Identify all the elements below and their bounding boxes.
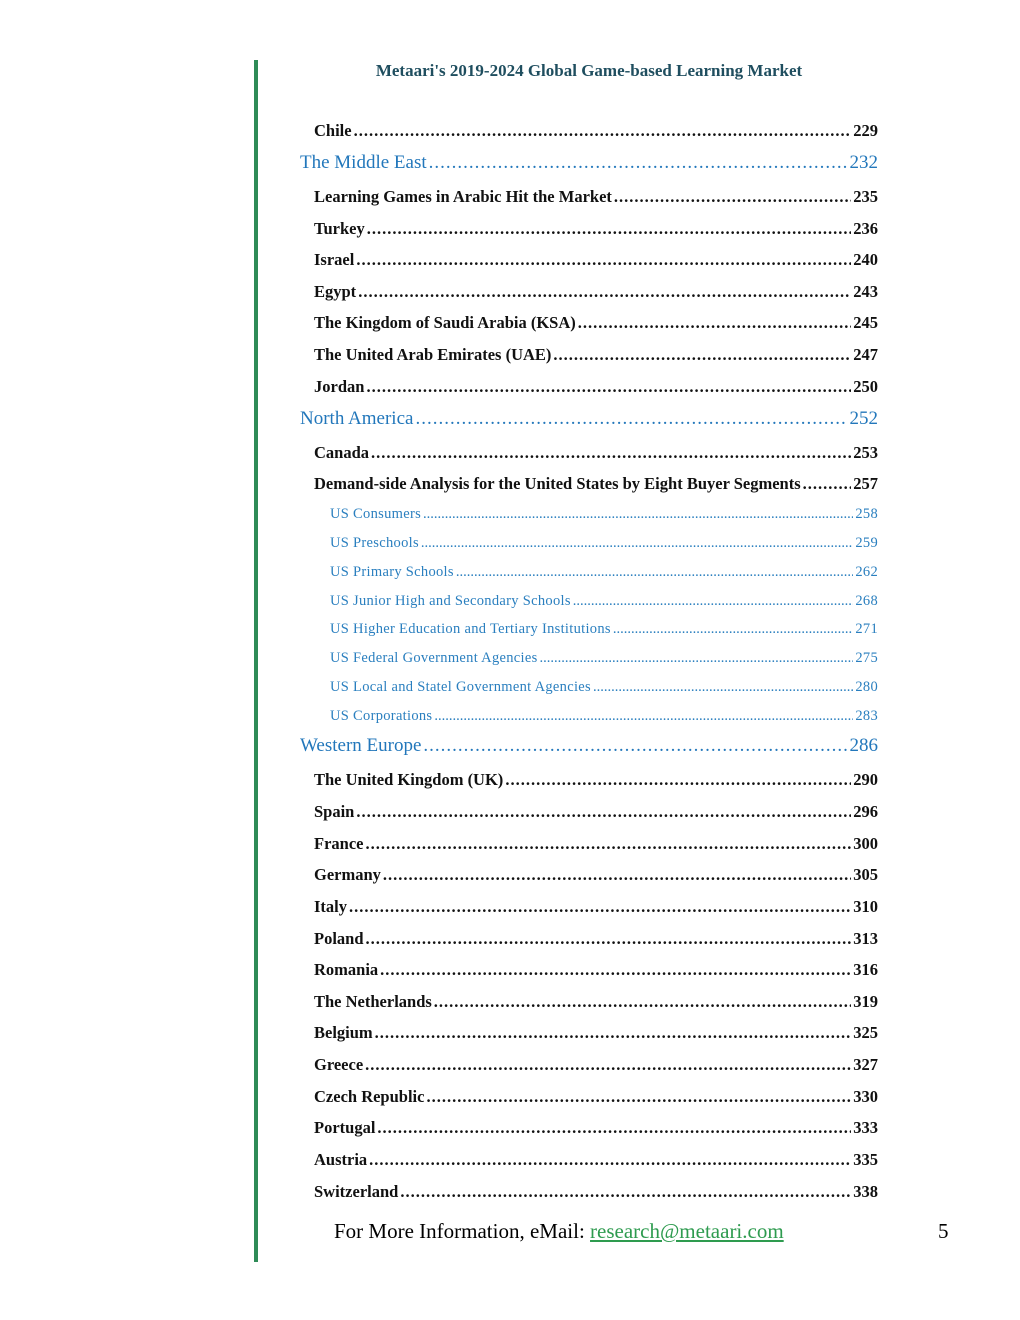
toc-entry-us-preschools[interactable]: US Preschools ..... 259 [330, 535, 878, 555]
toc-entry-western-europe[interactable]: Western Europe ..... 286 [300, 735, 878, 761]
margin-rule [254, 60, 258, 1262]
toc-entry-us-local-state-government[interactable]: US Local and Statel Government Agencies ..... 280 [330, 679, 878, 699]
toc-entry-chile[interactable]: Chile ..... 229 [314, 121, 878, 145]
toc-entry-us-higher-education[interactable]: US Higher Education and Tertiary Institutions ..... 271 [330, 621, 878, 641]
toc-entry-portugal[interactable]: Portugal ..... 333 [314, 1118, 878, 1142]
toc-entry-learning-games-arabic[interactable]: Learning Games in Arabic Hit the Market ..... 235 [314, 187, 878, 211]
toc-entry-israel[interactable]: Israel ..... 240 [314, 250, 878, 274]
toc-entry-austria[interactable]: Austria ..... 335 [314, 1150, 878, 1174]
toc-entry-germany[interactable]: Germany ..... 305 [314, 865, 878, 889]
toc-entry-egypt[interactable]: Egypt ..... 243 [314, 282, 878, 306]
toc-entry-united-kingdom[interactable]: The United Kingdom (UK) ..... 290 [314, 770, 878, 794]
toc-entry-czech-republic[interactable]: Czech Republic ..... 330 [314, 1087, 878, 1111]
page-number: 5 [938, 1219, 949, 1243]
toc-entry-us-corporations[interactable]: US Corporations ..... 283 [330, 708, 878, 728]
toc-entry-us-primary-schools[interactable]: US Primary Schools ..... 262 [330, 564, 878, 584]
toc-entry-north-america[interactable]: North America ..... 252 [300, 408, 878, 434]
toc-entry-us-federal-government[interactable]: US Federal Government Agencies ..... 275 [330, 650, 878, 670]
toc-entry-the-netherlands[interactable]: The Netherlands ..... 319 [314, 992, 878, 1016]
toc-entry-us-junior-high-secondary[interactable]: US Junior High and Secondary Schools ..... 268 [330, 593, 878, 613]
toc-entry-turkey[interactable]: Turkey ..... 236 [314, 219, 878, 243]
toc-entry-poland[interactable]: Poland ..... 313 [314, 929, 878, 953]
toc-entry-switzerland[interactable]: Switzerland ..... 338 [314, 1182, 878, 1206]
toc-entry-demand-side-analysis-us[interactable]: Demand-side Analysis for the United States by Eight Buyer Segments ..... 257 [314, 474, 878, 498]
running-header: Metaari's 2019-2024 Global Game-based Learning Market [375, 61, 803, 80]
toc-entry-saudi-arabia[interactable]: The Kingdom of Saudi Arabia (KSA) ..... 245 [314, 313, 878, 337]
footer-contact [334, 1219, 784, 1244]
toc-entry-spain[interactable]: Spain ..... 296 [314, 802, 878, 826]
footer-text: For More Information, eMail: [334, 1219, 591, 1243]
toc-entry-italy[interactable]: Italy ..... 310 [314, 897, 878, 921]
toc-entry-romania[interactable]: Romania ..... 316 [314, 960, 878, 984]
toc-entry-uae[interactable]: The United Arab Emirates (UAE) ..... 247 [314, 345, 878, 369]
toc-entry-france[interactable]: France ..... 300 [314, 834, 878, 858]
toc-entry-canada[interactable]: Canada ..... 253 [314, 443, 878, 467]
toc-entry-belgium[interactable]: Belgium ..... 325 [314, 1023, 878, 1047]
toc-entry-the-middle-east[interactable]: The Middle East ..... 232 [300, 152, 878, 178]
toc-entry-jordan[interactable]: Jordan ..... 250 [314, 377, 878, 401]
toc-entry-us-consumers[interactable]: US Consumers ..... 258 [330, 506, 878, 526]
toc-entry-greece[interactable]: Greece ..... 327 [314, 1055, 878, 1079]
footer-email-link[interactable]: research@metaari.com [590, 1219, 784, 1243]
